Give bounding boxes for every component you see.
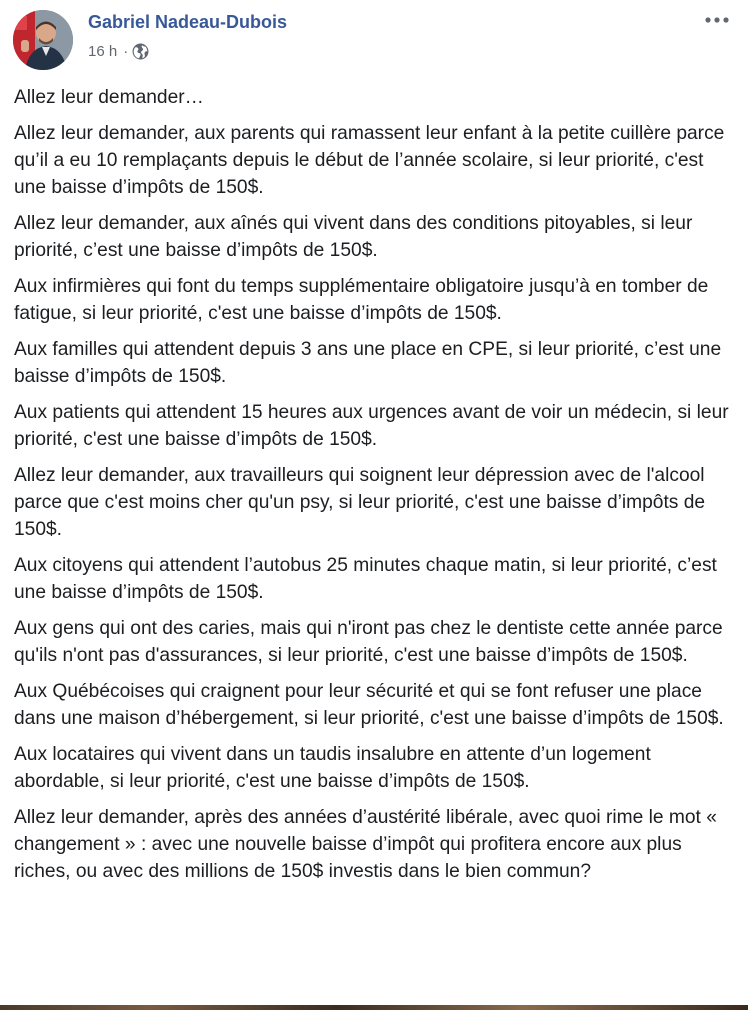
author-name[interactable]: Gabriel Nadeau-Dubois bbox=[88, 12, 288, 32]
post-paragraph: Allez leur demander… bbox=[14, 87, 204, 108]
meta-separator: · bbox=[123, 42, 129, 60]
attached-image-edge bbox=[0, 1005, 748, 1010]
post-header bbox=[13, 10, 735, 70]
avatar[interactable] bbox=[13, 10, 73, 70]
post-paragraph: Allez leur demander, aux parents qui ramassent leur enfant à la petite cuillère parce qu’il a eu 10 remplaçants depuis le début de l’année scolaire, si leur priorité, c'est une baisse d’impôts de 150$. bbox=[14, 123, 725, 198]
post-paragraph: Allez leur demander, après des années d’austérité libérale, avec quoi rime le mot « changement » : avec une nouvelle baisse d’impôt qui profitera encore aux plus riches, ou avec des millions de 150$ investis dans le bien commun? bbox=[14, 807, 717, 882]
post-paragraph: Aux citoyens qui attendent l’autobus 25 minutes chaque matin, si leur priorité, c’est une baisse d’impôts de 150$. bbox=[14, 555, 717, 603]
post-meta bbox=[88, 41, 149, 61]
post-paragraph: Aux infirmières qui font du temps supplémentaire obligatoire jusqu’à en tomber de fatigue, si leur priorité, c'est une baisse d’impôts de 150$. bbox=[14, 276, 709, 324]
post-timestamp[interactable]: 16 h bbox=[88, 42, 118, 60]
post-paragraph: Allez leur demander, aux aînés qui vivent dans des conditions pitoyables, si leur priorité, c’est une baisse d’impôts de 150$. bbox=[14, 213, 693, 261]
post-body bbox=[14, 84, 734, 894]
post-paragraph: Aux gens qui ont des caries, mais qui n'iront pas chez le dentiste cette année parce qu'ils n'ont pas d'assurances, si leur priorité, c'est une baisse d’impôts de 150$. bbox=[14, 618, 723, 666]
post-paragraph: Aux familles qui attendent depuis 3 ans une place en CPE, si leur priorité, c’est une baisse d’impôts de 150$. bbox=[14, 339, 722, 387]
post-paragraph: Aux Québécoises qui craignent pour leur sécurité et qui se font refuser une place dans une maison d’hébergement, si leur priorité, c'est une baisse d’impôts de 150$. bbox=[14, 681, 724, 729]
post-paragraph: Aux patients qui attendent 15 heures aux urgences avant de voir un médecin, si leur priorité, c'est une baisse d’impôts de 150$. bbox=[14, 402, 729, 450]
more-options-button[interactable] bbox=[699, 10, 735, 30]
post-paragraph: Allez leur demander, aux travailleurs qui soignent leur dépression avec de l'alcool parce que c'est moins cher qu'un psy, si leur priorité, c'est une baisse d’impôts de 150$. bbox=[14, 465, 706, 540]
globe-icon[interactable] bbox=[132, 43, 149, 60]
post-paragraph: Aux locataires qui vivent dans un taudis insalubre en attente d’un logement abordable, si leur priorité, c'est une baisse d’impôts de 150$. bbox=[14, 744, 651, 792]
profile-photo bbox=[13, 10, 73, 70]
more-options-icon bbox=[705, 17, 729, 23]
